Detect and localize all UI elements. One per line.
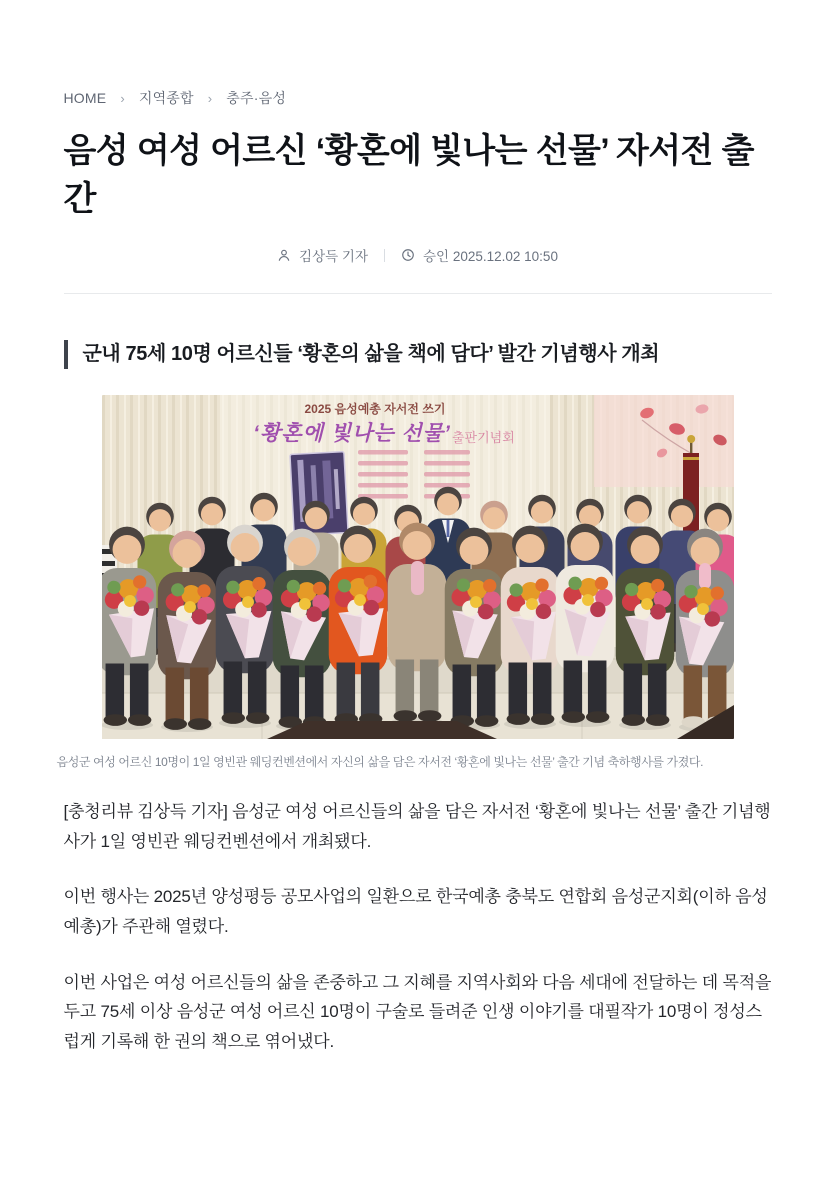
article-body bbox=[64, 797, 772, 1056]
reporter-name: 김상득 기자 bbox=[299, 249, 369, 265]
photo-banner-top-text: 2025 음성예총 자서전 쓰기 bbox=[303, 402, 446, 417]
photo-caption: 음성군 여성 어르신 10명이 1일 영빈관 웨딩컨벤션에서 자신의 삶을 담은 자서전 ‘황혼에 빛나는 선물’ 출간 기념 축하행사를 가졌다. bbox=[56, 755, 704, 770]
article-content bbox=[56, 0, 772, 1166]
breadcrumb-item-chungju-eumseong[interactable]: 충주·음성 bbox=[226, 90, 287, 106]
pink-scarf bbox=[699, 563, 711, 589]
curtain-pink-tint bbox=[594, 395, 734, 487]
byline-divider bbox=[384, 249, 385, 262]
article-subheading bbox=[64, 340, 772, 369]
paragraph: [충청리뷰 김상득 기자] 음성군 여성 어르신들의 삶을 담은 자서전 ‘황혼에 빛나는 선물’ 출간 기념행사가 1일 영빈관 웨딩컨벤션에서 개최됐다. bbox=[63, 802, 771, 851]
breadcrumb-separator: › bbox=[120, 90, 125, 106]
photo-banner-suffix-text: 출판기념회 bbox=[451, 430, 515, 446]
clock-icon bbox=[401, 248, 415, 262]
pink-scarf bbox=[411, 561, 424, 595]
publish-time: 승인 2025.12.02 10:50 bbox=[423, 249, 558, 265]
subheading-text: 군내 75세 10명 어르신들 ‘황혼의 삶을 책에 담다’ 발간 기념행사 개최 bbox=[82, 343, 660, 366]
breadcrumb-separator: › bbox=[207, 90, 213, 106]
article-photo-figure bbox=[102, 395, 734, 739]
breadcrumb-item-region[interactable]: 지역종합 bbox=[138, 90, 194, 106]
person-icon bbox=[277, 248, 291, 262]
byline bbox=[64, 245, 772, 265]
suit-tie bbox=[446, 520, 449, 537]
article-photo bbox=[102, 395, 734, 739]
dark-walkway bbox=[267, 721, 497, 739]
content-divider bbox=[64, 293, 772, 294]
paragraph: 이번 행사는 2025년 양성평등 공모사업의 일환으로 한국예총 충북도 연합회 음성군지회(이하 음성예총)가 주관해 열렸다. bbox=[63, 887, 768, 936]
breadcrumb-item-home[interactable]: HOME bbox=[63, 90, 107, 106]
paragraph: 이번 사업은 여성 어르신들의 삶을 존중하고 그 지혜를 지역사회와 다음 세대에 전달하는 데 목적을 두고 75세 이상 음성군 여성 어르신 10명이 구술로 들려준 인생 이야기를 대필작가 10명이 정성스럽게 기록해 한 권의 책으로 엮어냈다. bbox=[63, 972, 772, 1051]
photo-banner-title-text: ‘황혼에 빛나는 선물’ bbox=[252, 422, 451, 446]
breadcrumb bbox=[64, 0, 772, 108]
article-title: 음성 여성 어르신 ‘황혼에 빛나는 선물’ 자서전 출간 bbox=[63, 132, 754, 218]
